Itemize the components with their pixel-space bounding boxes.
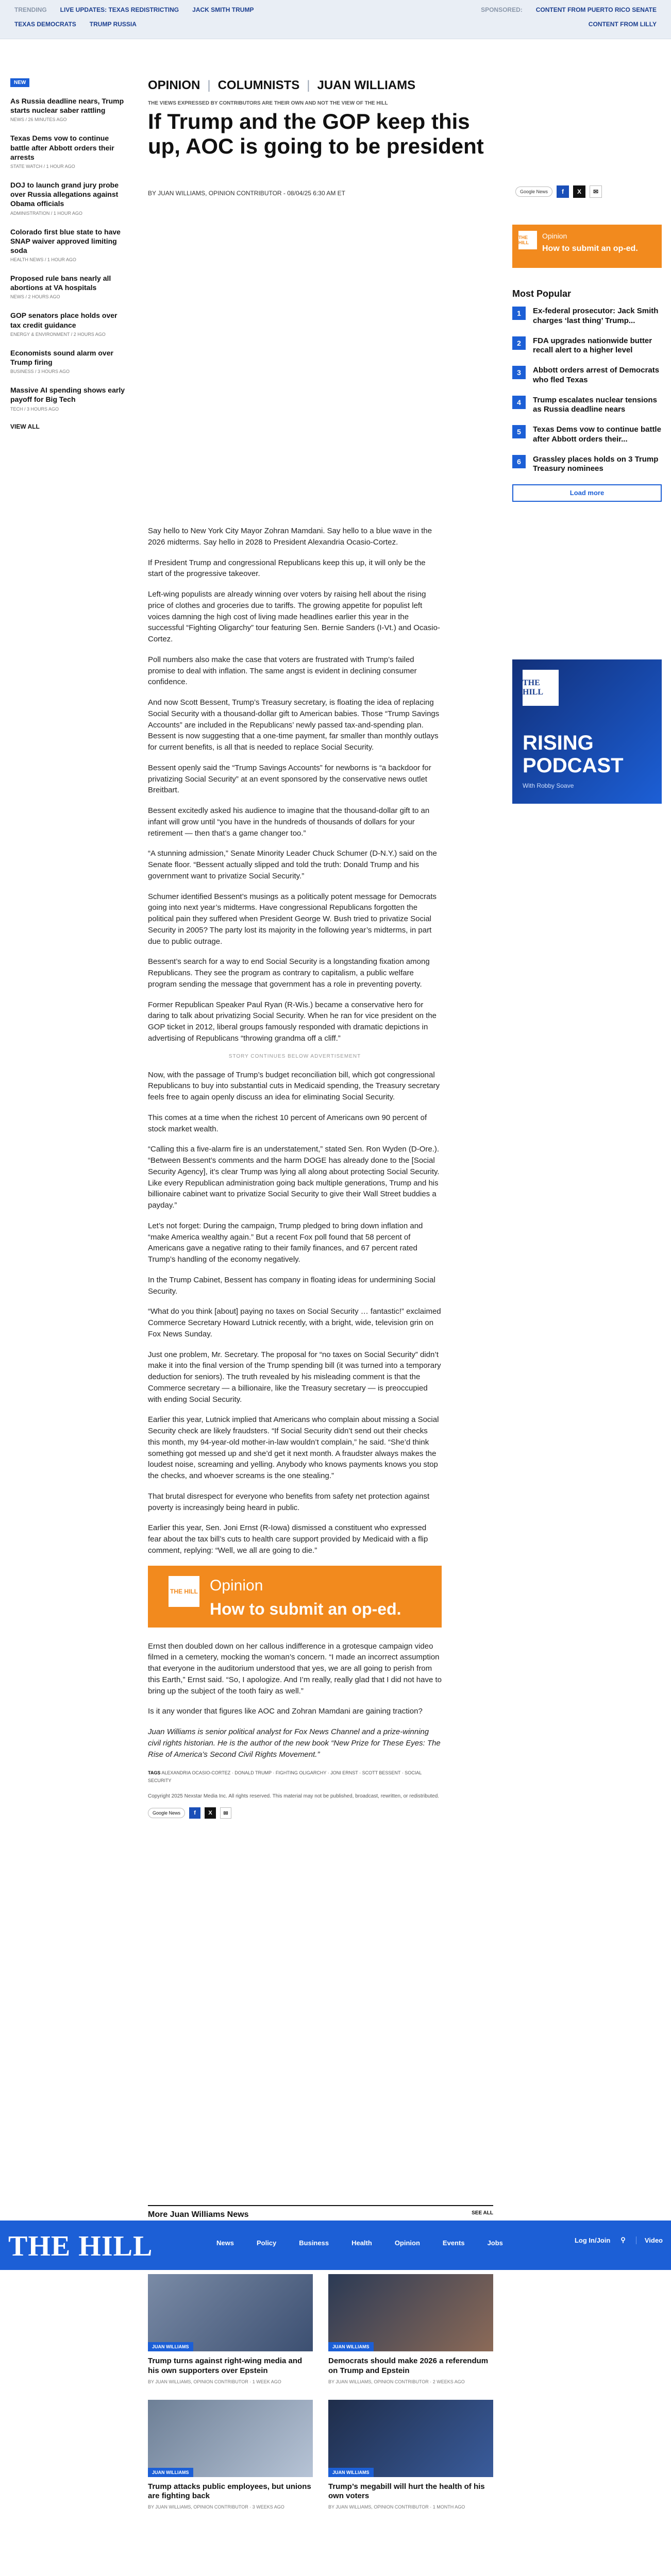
facebook-icon[interactable]: f bbox=[189, 1807, 200, 1819]
trending-label: TRENDING bbox=[14, 6, 47, 13]
email-icon[interactable]: ✉ bbox=[590, 185, 602, 198]
breadcrumb bbox=[148, 78, 415, 93]
video-link[interactable]: Video bbox=[636, 2236, 663, 2244]
popular-title[interactable]: Grassley places holds on 3 Trump Treasury nominees bbox=[533, 454, 659, 473]
nav-right bbox=[575, 2236, 663, 2244]
see-all-link[interactable]: SEE ALL bbox=[472, 2210, 493, 2216]
paragraph: That brutal disrespect for everyone who benefits from safety net protection against poverty is increasingly being heard in public. bbox=[148, 1492, 430, 1512]
popular-title[interactable]: Ex-federal prosecutor: Jack Smith charges ‘last thing’ Trump... bbox=[533, 307, 659, 325]
podcast-subtitle: With Robby Soave bbox=[523, 782, 574, 789]
popular-title[interactable]: Texas Dems vow to continue battle after Abbott orders their... bbox=[533, 425, 661, 444]
paragraph: Ernst then doubled down on her callous indifference in a grotesque campaign video filmed in a cemetery, mocking the woman’s concern. “I made an incorrect assumption that everyone in the auditorium understood that yes, we are all going to perish from this Earth,” Ernst said. “So, I apologize. And I’m really, really glad that I did not have to bring up the subject of the tooth fairy as well.” bbox=[148, 1641, 442, 1696]
news-card[interactable] bbox=[148, 2274, 313, 2384]
card-title[interactable]: Trump’s megabill will hurt the health of his own voters bbox=[328, 2482, 485, 2501]
view-all-link[interactable]: VIEW ALL bbox=[10, 422, 40, 430]
the-hill-logo: THE HILL bbox=[518, 231, 537, 249]
list-item-meta: ENERGY & ENVIRONMENT / 2 HOURS AGO bbox=[10, 331, 106, 337]
card-label: JUAN WILLIAMS bbox=[148, 2342, 193, 2351]
email-icon[interactable]: ✉ bbox=[220, 1807, 231, 1819]
card-title[interactable]: Trump turns against right-wing media and his own supporters over Epstein bbox=[148, 2357, 303, 2375]
main-nav bbox=[0, 2221, 671, 2270]
paragraph: Earlier this year, Lutnick implied that Americans who complain about missing a Social Security check are likely fraudsters. “If Social Security didn’t send out their checks this month, my 94-year-old mother-in-law wouldn’t complain,” he said. “She’d think something got messed up and she’d get it next month. A fraudster always makes the loudest noise, screaming and yelling. Anybody who knows payments knows you stop the checks, and whoever screams is the one stealing.” bbox=[148, 1415, 439, 1480]
list-item[interactable] bbox=[10, 311, 126, 336]
popular-item[interactable] bbox=[512, 307, 662, 326]
list-item-title[interactable]: DOJ to launch grand jury probe over Russia allegations against Obama officials bbox=[10, 180, 119, 208]
paragraph: In the Trump Cabinet, Bessent has company in floating ideas for undermining Social Security. bbox=[148, 1275, 435, 1296]
paragraph: Let’s not forget: During the campaign, Trump pledged to bring down inflation and “make America wealthy again.” But a recent Fox poll found that 58 percent of Americans gave a negative rating to their family finances, and 67 percent rated Trump’s handling of the economy negatively. bbox=[148, 1221, 423, 1264]
paragraph: Bessent excitedly asked his audience to imagine that the thousand-dollar gift to an infant will grow until “you have in the hundreds of thousands of dollars for your retirement — then that’s a game changer too.” bbox=[148, 806, 430, 838]
breadcrumb-separator: | bbox=[307, 78, 310, 92]
card-meta: BY JUAN WILLIAMS, OPINION CONTRIBUTOR · 1 MONTH AGO bbox=[328, 2504, 465, 2510]
card-image[interactable] bbox=[328, 2274, 493, 2351]
nav-links bbox=[216, 2239, 503, 2247]
popular-item[interactable] bbox=[512, 336, 662, 356]
list-item[interactable] bbox=[10, 180, 126, 216]
card-meta: BY JUAN WILLIAMS, OPINION CONTRIBUTOR · 3 WEEKS AGO bbox=[148, 2504, 284, 2510]
trending-link[interactable]: TEXAS DEMOCRATS bbox=[14, 21, 76, 28]
list-item-meta: HEALTH NEWS / 1 HOUR AGO bbox=[10, 257, 76, 263]
opinion-disclaimer: THE VIEWS EXPRESSED BY CONTRIBUTORS ARE THEIR OWN AND NOT THE VIEW OF THE HILL bbox=[148, 100, 388, 106]
paragraph: Say hello to New York City Mayor Zohran Mamdani. Say hello to a blue wave in the 2026 midterms. Say hello in 2028 to President Alexandria Ocasio-Cortez. bbox=[148, 527, 432, 547]
more-news-title: More Juan Williams News bbox=[148, 2210, 249, 2219]
opinion-submit-banner[interactable] bbox=[512, 225, 662, 268]
paragraph: Just one problem, Mr. Secretary. The proposal for “no taxes on Social Security” didn’t make it into the final version of the Trump spending bill (it was turned into a temporary deduction for seniors). The truth revealed by his misleading comment is that the Commerce secretary — a billionaire, like the Treasury secretary — is preoccupied with ending Social Security. bbox=[148, 1350, 441, 1404]
opinion-cta: How to submit an op-ed. bbox=[210, 1599, 401, 1618]
news-card[interactable] bbox=[148, 2400, 313, 2510]
page-title: If Trump and the GOP keep this up, AOC is going to be president bbox=[148, 109, 484, 159]
card-image[interactable] bbox=[328, 2400, 493, 2477]
the-hill-logo: THE HILL bbox=[523, 670, 559, 706]
x-icon[interactable]: X bbox=[205, 1807, 216, 1819]
popular-item[interactable] bbox=[512, 396, 662, 415]
list-item-meta: NEWS / 2 HOURS AGO bbox=[10, 294, 60, 300]
load-more-button[interactable]: Load more bbox=[512, 484, 662, 502]
list-item-meta: BUSINESS / 3 HOURS AGO bbox=[10, 369, 70, 375]
card-meta: BY JUAN WILLIAMS, OPINION CONTRIBUTOR · 1 WEEK AGO bbox=[148, 2379, 281, 2384]
popular-rank: 3 bbox=[512, 366, 526, 379]
facebook-icon[interactable]: f bbox=[557, 185, 569, 198]
list-item-title[interactable]: Texas Dems vow to continue battle after Abbott orders their arrests bbox=[10, 134, 114, 161]
list-item-title[interactable]: GOP senators place holds over tax credit guidance bbox=[10, 311, 118, 329]
byline: BY JUAN WILLIAMS, OPINION CONTRIBUTOR - 08/04/25 6:30 AM ET bbox=[148, 190, 345, 197]
opinion-submit-banner[interactable] bbox=[148, 1566, 442, 1628]
list-item[interactable] bbox=[10, 133, 126, 169]
author-bio: Juan Williams is senior political analyst for Fox News Channel and a prize-winning civil rights historian. He is the author of the new book “New Prize for These Eyes: The Rise of America’s Second Civil Rights Movement.” bbox=[148, 1727, 441, 1759]
nav-item[interactable]: Policy bbox=[256, 2239, 277, 2247]
popular-rank: 6 bbox=[512, 455, 526, 468]
paragraph: Earlier this year, Sen. Joni Ernst (R-Iowa) dismissed a constituent who expressed fear about the tax bill’s cuts to health care support provided by Medicaid with a flip comment, replying: “Well, we all are going to die.” bbox=[148, 1523, 428, 1555]
nav-item[interactable]: News bbox=[216, 2239, 234, 2247]
search-icon[interactable]: ⚲ bbox=[620, 2236, 626, 2244]
list-item[interactable] bbox=[10, 274, 126, 299]
list-item-meta: NEWS / 26 MINUTES AGO bbox=[10, 117, 67, 123]
sponsored-link[interactable]: CONTENT FROM PUERTO RICO SENATE bbox=[535, 6, 657, 13]
share-bar bbox=[515, 185, 602, 198]
popular-item[interactable] bbox=[512, 366, 662, 385]
popular-title[interactable]: FDA upgrades nationwide butter recall alert to a higher level bbox=[533, 336, 652, 355]
the-hill-logo[interactable]: THE HILL bbox=[8, 2230, 153, 2262]
google-news-button[interactable]: Google News bbox=[148, 1808, 185, 1818]
trending-link[interactable]: LIVE UPDATES: TEXAS REDISTRICTING bbox=[60, 6, 179, 13]
card-image[interactable] bbox=[148, 2400, 313, 2477]
nav-item[interactable]: Events bbox=[442, 2239, 465, 2247]
opinion-cta: How to submit an op-ed. bbox=[542, 244, 638, 253]
nav-item[interactable]: Health bbox=[351, 2239, 372, 2247]
login-link[interactable]: Log In/Join bbox=[574, 2236, 611, 2244]
paragraph: Now, with the passage of Trump’s budget reconciliation bill, which got congressional Republicans to buy into substantial cuts in Medicaid spending, the Treasury secretary feels free to again openly discuss an idea for eliminating Social Security. bbox=[148, 1070, 440, 1101]
popular-item[interactable] bbox=[512, 425, 662, 445]
rising-podcast-promo[interactable] bbox=[512, 659, 662, 804]
list-item[interactable] bbox=[10, 385, 126, 411]
paragraph: And now Scott Bessent, Trump’s Treasury secretary, is floating the idea of replacing Social Security with a thousand-dollar gift to American babies. Those “Trump Savings Accounts” are included in the Republicans’ newly passed tax-and-spending plan. Bessent is now suggesting that a one-time payment, far smaller than monthly outlays for current benefits, is all that is needed to replace Social Security. bbox=[148, 698, 440, 752]
story-continues-label: STORY CONTINUES BELOW ADVERTISEMENT bbox=[228, 1053, 361, 1059]
paragraph: Left-wing populists are already winning over voters by raising hell about the rising price of clothes and groceries due to tariffs. The growing appetite for populist left voices damning the high cost of living made headlines earlier this year in the successful “Fighting Oligarchy” tour featuring Sen. Bernie Sanders (I-Vt.) and Ocasio-Cortez. bbox=[148, 590, 440, 643]
more-news-grid bbox=[148, 2274, 493, 2510]
paragraph: Bessent openly said the “Trump Savings Accounts” for newborns is “a backdoor for privatizing Social Security” at an event sponsored by the conservative news outlet Breitbart. bbox=[148, 763, 431, 795]
paragraph: Bessent’s search for a way to end Social Security is a longstanding fixation among Republicans. They see the program as contrary to capitalism, a public welfare program sending the message that government has a role in preventing poverty. bbox=[148, 957, 430, 989]
tags[interactable]: ALEXANDRIA OCASIO-CORTEZ · DONALD TRUMP · FIGHTING OLIGARCHY · JONI ERNST · SCOTT BESSENT · SOCIAL SECURITY bbox=[148, 1770, 422, 1783]
news-card[interactable] bbox=[328, 2274, 493, 2384]
opinion-word: Opinion bbox=[542, 232, 567, 240]
breadcrumb-item[interactable]: COLUMNISTS bbox=[217, 78, 300, 92]
paragraph: This comes at a time when the richest 10 percent of Americans own 90 percent of stock market wealth. bbox=[148, 1113, 427, 1133]
breadcrumb-separator: | bbox=[207, 78, 211, 92]
card-title[interactable]: Trump attacks public employees, but unions are fighting back bbox=[148, 2482, 311, 2501]
paragraph: If President Trump and congressional Republicans keep this up, it will only be the start of the progressive takeover. bbox=[148, 558, 426, 579]
share-bar bbox=[148, 1807, 442, 1819]
card-meta: BY JUAN WILLIAMS, OPINION CONTRIBUTOR · 2 WEEKS AGO bbox=[328, 2379, 465, 2384]
tags-label: TAGS bbox=[148, 1770, 161, 1776]
card-label: JUAN WILLIAMS bbox=[328, 2468, 374, 2477]
tag-list bbox=[148, 1769, 442, 1784]
card-label: JUAN WILLIAMS bbox=[148, 2468, 193, 2477]
most-popular-title: Most Popular bbox=[512, 289, 572, 299]
list-item[interactable] bbox=[10, 348, 126, 374]
card-title[interactable]: Democrats should make 2026 a referendum on Trump and Epstein bbox=[328, 2357, 489, 2375]
list-item-meta: ADMINISTRATION / 1 HOUR AGO bbox=[10, 210, 82, 216]
paragraph: “What do you think [about] paying no taxes on Social Security … fantastic!” exclaimed Commerce Secretary Howard Lutnick recently, with a bright, wide, television grin on Fox News Sunday. bbox=[148, 1307, 441, 1338]
popular-item[interactable] bbox=[512, 455, 662, 474]
paragraph: Is it any wonder that figures like AOC and Zohran Mamdani are gaining traction? bbox=[148, 1707, 423, 1716]
podcast-word-1: RISING bbox=[523, 732, 594, 754]
x-icon[interactable]: X bbox=[573, 185, 585, 198]
trending-link[interactable]: JACK SMITH TRUMP bbox=[192, 6, 254, 13]
sponsored-group bbox=[589, 21, 657, 28]
list-item-title[interactable]: Massive AI spending shows early payoff for Big Tech bbox=[10, 386, 125, 404]
the-hill-logo: THE HILL bbox=[169, 1576, 199, 1607]
more-news-header bbox=[148, 2205, 493, 2219]
live-badge: NEW bbox=[10, 78, 29, 87]
article-body bbox=[148, 526, 442, 1819]
list-item-meta: TECH / 3 HOURS AGO bbox=[10, 406, 59, 412]
trending-row-2 bbox=[14, 19, 657, 30]
list-item[interactable] bbox=[10, 96, 126, 122]
sponsored-group bbox=[481, 6, 657, 13]
paragraph: “Calling this a five-alarm fire is an understatement,” stated Sen. Ron Wyden (D-Ore.). “Between Bessent’s comments and the harm DOGE has already done to the [Social Security Agency], it’s clear Trump was lying all along about protecting Social Security. Like every Republican administration going back multiple generations, Trump and his billionaire cabinet want to privatize Social Security to give their Wall Street buddies a payday.” bbox=[148, 1145, 440, 1210]
sponsored-link[interactable]: CONTENT FROM LILLY bbox=[588, 21, 657, 28]
list-item-title[interactable]: Colorado first blue state to have SNAP waiver approved limiting soda bbox=[10, 227, 121, 255]
card-label: JUAN WILLIAMS bbox=[328, 2342, 374, 2351]
trending-bar bbox=[0, 0, 671, 39]
popular-title[interactable]: Abbott orders arrest of Democrats who fled Texas bbox=[533, 366, 660, 384]
trending-link[interactable]: TRUMP RUSSIA bbox=[89, 21, 137, 28]
podcast-word-2: PODCAST bbox=[523, 754, 624, 777]
list-item[interactable] bbox=[10, 227, 126, 263]
paragraph: Former Republican Speaker Paul Ryan (R-Wis.) became a conservative hero for daring to talk about privatizing Social Security. When he ran for vice president on the GOP ticket in 2012, liberal groups famously responded with dramatic depictions in advertising of Republicans “throwing grandma off a cliff.” bbox=[148, 1000, 437, 1043]
paragraph: Poll numbers also make the case that voters are frustrated with Trump’s failed promise to deal with inflation. The same angst is evident in declining consumer confidence. bbox=[148, 655, 417, 687]
popular-rank: 2 bbox=[512, 336, 526, 350]
sponsored-label: SPONSORED: bbox=[481, 6, 523, 13]
list-item-title[interactable]: Economists sound alarm over Trump firing bbox=[10, 348, 113, 366]
copyright: Copyright 2025 Nexstar Media Inc. All rights reserved. This material may not be published, broadcast, rewritten, or redistributed. bbox=[148, 1793, 440, 1800]
nav-item[interactable]: Business bbox=[299, 2239, 329, 2247]
trending-row-1 bbox=[14, 4, 657, 15]
latest-news-column bbox=[10, 77, 126, 430]
paragraph: Schumer identified Bessent’s musings as a politically potent message for Democrats going into next year’s midterms. Have congressional Republicans forgotten the political pain they suffered when President George W. Bush tried to privatize Social Security in 2005? The party lost its majority in the following year’s midterms, in part due to public outrage. bbox=[148, 892, 437, 946]
list-item-title[interactable]: As Russia deadline nears, Trump starts nuclear saber rattling bbox=[10, 97, 124, 115]
list-item-meta: STATE WATCH / 1 HOUR AGO bbox=[10, 163, 75, 169]
popular-rank: 1 bbox=[512, 307, 526, 320]
breadcrumb-item[interactable]: JUAN WILLIAMS bbox=[317, 78, 416, 92]
google-news-button[interactable]: Google News bbox=[515, 187, 552, 197]
card-image[interactable] bbox=[148, 2274, 313, 2351]
news-card[interactable] bbox=[328, 2400, 493, 2510]
list-item-title[interactable]: Proposed rule bans nearly all abortions at VA hospitals bbox=[10, 274, 111, 292]
nav-item[interactable]: Opinion bbox=[394, 2239, 420, 2247]
paragraph: “A stunning admission,” Senate Minority Leader Chuck Schumer (D-N.Y.) said on the Senate floor. “Bessent actually slipped and told the truth: Donald Trump and his government want to privatize Social Security.” bbox=[148, 849, 437, 880]
breadcrumb-item[interactable]: OPINION bbox=[148, 78, 200, 92]
most-popular bbox=[512, 289, 662, 502]
popular-rank: 5 bbox=[512, 425, 526, 438]
opinion-word: Opinion bbox=[210, 1577, 263, 1594]
popular-title[interactable]: Trump escalates nuclear tensions as Russia deadline nears bbox=[533, 395, 657, 414]
nav-item[interactable]: Jobs bbox=[487, 2239, 503, 2247]
popular-rank: 4 bbox=[512, 396, 526, 409]
